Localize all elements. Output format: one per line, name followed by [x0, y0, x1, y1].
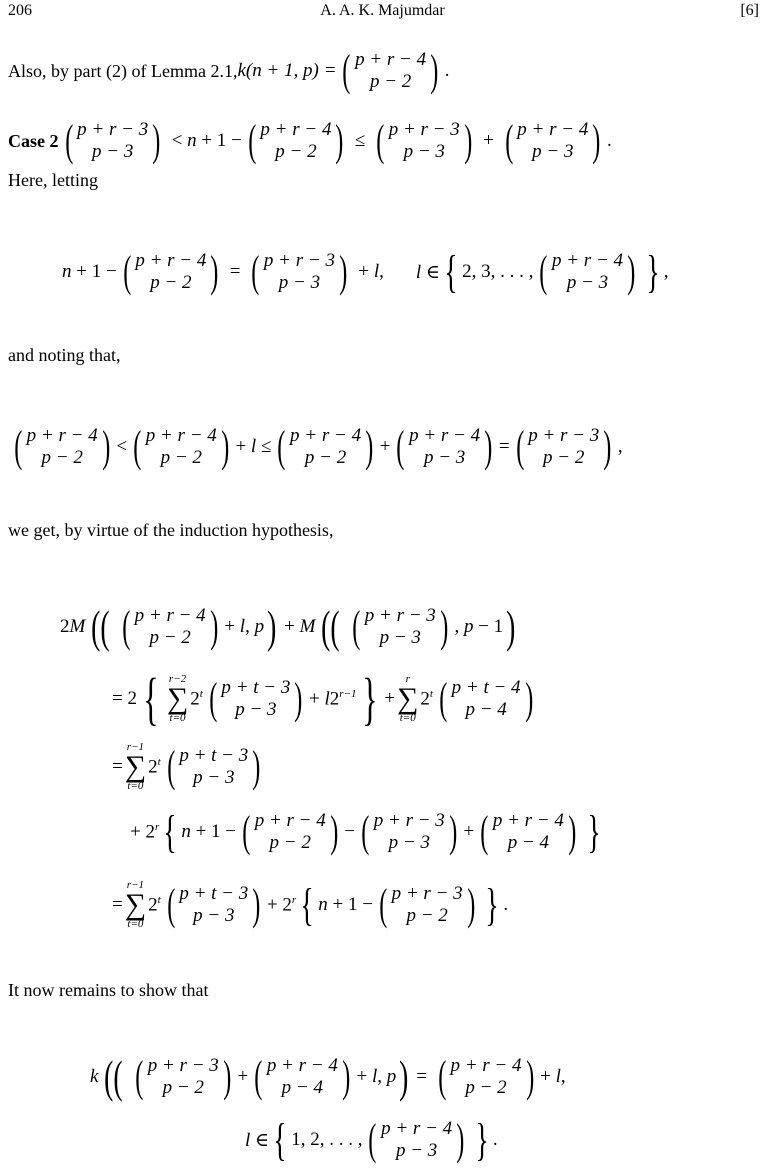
- we-get: we get, by virtue of the induction hypothesis,: [8, 520, 334, 540]
- binomial: ( p + t − 3 p − 3 ): [166, 742, 261, 791]
- binomial: ( p + r − 4 p − 2 ): [342, 46, 439, 95]
- and-noting: and noting that,: [8, 345, 121, 365]
- binomial: ( p + r − 4 p − 3 ): [504, 116, 601, 165]
- reference-tag: [6]: [740, 2, 759, 19]
- lemma-lhs: k(n + 1, p) =: [237, 60, 337, 81]
- derivation-line-4: + $2^r$ { n + 1 − ( p + r − 4 p − 2 ) − ( p + r − 3 p − 3 ) + ( p + r − 4 p − 4 ) }: [130, 806, 601, 857]
- derivation-line-1: 2M (( ( p + r − 4 p − 2 ) + l, p ) + M (( ( p + r − 3 p − 3 ) , p − 1 ): [60, 601, 516, 652]
- binomial: ( p + r − 3 p − 3 ): [251, 247, 348, 296]
- binomial: ( p + r − 3 p − 3 ): [361, 807, 458, 856]
- it-remains: It now remains to show that: [8, 980, 209, 1000]
- binomial: ( p + r − 4 p − 4 ): [254, 1052, 351, 1101]
- binomial: ( p + r − 3 p − 2 ): [379, 880, 475, 929]
- summation: r−1 ∑ t=0: [124, 741, 147, 792]
- running-title: A. A. K. Majumdar: [320, 2, 445, 19]
- binomial: ( p + r − 4 p − 2 ): [438, 1052, 534, 1101]
- final-condition: l ∈ { 1, 2, . . . , ( p + r − 4 p − 3 ) } .: [245, 1114, 498, 1165]
- binomial: ( p + r − 4 p − 2 ): [277, 422, 374, 471]
- binomial: ( p + t − 3 p − 3 ): [209, 674, 303, 723]
- binomial: ( p + r − 4 p − 4 ): [480, 807, 577, 856]
- equation-letting: n + 1 − ( p + r − 4 p − 2 ) = ( p + r − 3 p − 3 ) + l, l ∈ { 2, 3, . . . , ( p + r − 4 p − 3 ) } ,: [62, 246, 669, 297]
- binomial: ( p + r − 3 p − 3 ): [64, 116, 161, 165]
- binomial: ( p + r − 3 p − 3 ): [352, 602, 449, 651]
- running-header: [0, 2, 765, 24]
- lemma-statement: Also, by part (2) of Lemma 2.1, k(n + 1, p) = ( p + r − 4 p − 2 ) .: [8, 46, 450, 95]
- binomial: ( p + r − 4 p − 3 ): [539, 247, 636, 296]
- derivation-line-5: = r−1 ∑ t=0 2$^t$ ( p + t − 3 p − 3 ) + $2^r$ { n + 1 − ( p + r − 3 p − 2 ) } .: [112, 879, 509, 930]
- binomial: ( p + r − 4 p − 3 ): [396, 422, 493, 471]
- case-2-condition: Case 2 ( p + r − 3 p − 3 ) < n + 1 − ( p + r − 4 p − 2 ) ≤ ( p + r − 3 p − 3 ) + ( p + r − 4 p − 3 ) .: [8, 116, 612, 165]
- binomial: ( p + r − 3 p − 2 ): [135, 1052, 232, 1101]
- binomial: ( p + r − 3 p − 2 ): [515, 422, 612, 471]
- here-letting: Here, letting: [8, 170, 98, 190]
- summation: r−2 ∑ t=0: [166, 673, 189, 724]
- summation: r−1 ∑ t=0: [124, 879, 147, 930]
- binomial: ( p + r − 4 p − 2 ): [122, 602, 219, 651]
- summation: r ∑ t=0: [397, 673, 419, 724]
- binomial: ( p + t − 3 p − 3 ): [166, 880, 261, 929]
- inequality-chain: ( p + r − 4 p − 2 ) < ( p + r − 4 p − 2 ) + l ≤ ( p + r − 4 p − 2 ) + ( p + r − 4 p − 3 ) = ( p + r − 3 p − 2 ) ,: [8, 415, 623, 479]
- binomial: ( p + r − 4 p − 2 ): [133, 422, 230, 471]
- binomial: ( p + r − 3 p − 3 ): [376, 116, 473, 165]
- derivation-line-3: = r−1 ∑ t=0 2$^t$ ( p + t − 3 p − 3 ): [112, 735, 267, 799]
- page-number: 206: [8, 2, 32, 19]
- lemma-text: Also, by part (2) of Lemma 2.1,: [8, 60, 238, 81]
- binomial: ( p + r − 4 p − 2 ): [242, 807, 339, 856]
- case-label: Case 2: [8, 130, 59, 151]
- final-equation: k (( ( p + r − 3 p − 2 ) + ( p + r − 4 p − 4 ) + l, p ) = ( p + r − 4 p − 2 ) + l,: [90, 1051, 566, 1102]
- binomial: ( p + r − 4 p − 2 ): [248, 116, 344, 165]
- binomial: ( p + r − 4 p − 3 ): [368, 1115, 465, 1164]
- binomial: ( p + t − 4 p − 4 ): [439, 674, 533, 723]
- derivation-line-2: = 2 { r−2 ∑ t=0 2$^t$ ( p + t − 3 p − 3 ) + $l2^{r-1}$ } + r ∑ t=0 2$^t$ ( p + t − 4 p − 4 ): [112, 664, 539, 734]
- binomial: ( p + r − 4 p − 2 ): [14, 422, 111, 471]
- binomial: ( p + r − 4 p − 2 ): [122, 247, 219, 296]
